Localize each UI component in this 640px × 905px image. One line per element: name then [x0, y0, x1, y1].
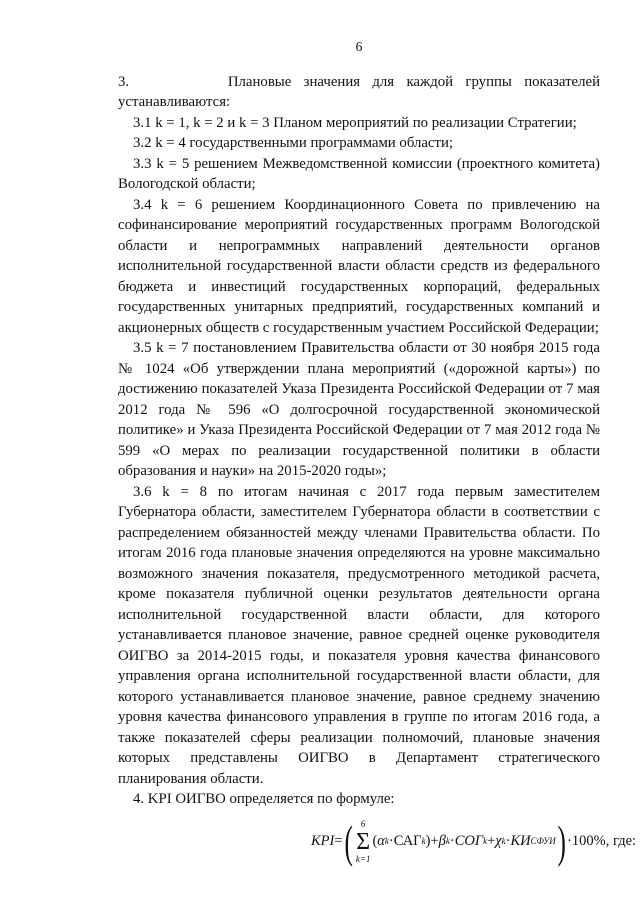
paragraph-3-1: 3.1 k = 1, k = 2 и k = 3 Планом мероприятий по реализации Стратегии; [133, 114, 577, 131]
paragraph-3-3: 3.3 k = 5 решением Межведомственной комиссии (проектного комитета) Вологодской области; [118, 155, 600, 192]
formula-tail: , где: [605, 833, 637, 850]
sum-sign: 6 Σ k=1 [355, 818, 371, 864]
paragraph-3-2: 3.2 k = 4 государственными программами области; [133, 135, 453, 151]
paragraph-3-6: 3.6 k = 8 по итогам начиная с 2017 года первым заместителем Губернатора области, заместителем Губернатора области в соответствии с распределением обязанностей между членами Правительства области. По итогам 2016 года плановые значения определяются на уровне максимально возможного значения показателя, предусмотренного методикой расчета, кроме показателя публичной оценки результатов деятельности органа исполнительной государственной власти области, для которого устанавливается плановое значение, равное средней оценке руководителя ОИГВО за 2014-2015 годы, и показателя уровня качества финансового управления органа исполнительной государственной власти области, для которого устанавливается плановое значение, равное среднему значению уровня качества финансового управления в группе по итогам 2016 года, а также показателей сферы реализации полномочий, плановые значения которых представлены ОИГВО в Департамент стратегического планирования области. [118, 483, 600, 787]
page-number: 6 [355, 39, 363, 54]
formula-chi: χ [495, 833, 502, 850]
formula-ki: КИ [510, 833, 531, 850]
paragraph-3-5: 3.5 k = 7 постановлением Правительства области от 30 ноября 2015 года № 1024 «Об утверждении плана мероприятий («дорожной карты») по достижению показателей Указа Президента Российской Федерации от 7 мая 2012 года № 596 «О долгосрочной государственной экономической политике» и Указа Президента Российской Федерации от 7 мая 2012 года № 599 «О мерах по реализации государственной политики в области образования и науки» на 2015-2020 годы»; [118, 340, 600, 479]
formula-beta: β [438, 833, 446, 850]
formula-percent: 100% [571, 833, 606, 850]
formula-alpha: α [377, 833, 385, 850]
paragraph-3-4: 3.4 k = 6 решением Координационного Совета по привлечению на софинансирование мероприятий государственных программ Вологодской области и непрограммных направлений деятельности органов исполнительной государственной власти области средств из федерального бюджета и инвестиций государственных корпораций, федеральных государственных унитарных предприятий, государственных компаний и акционерных обществ с государственным участием Российской Федерации; [118, 196, 600, 336]
formula-sog: СОГ [454, 833, 484, 850]
sum-upper-limit: 6 [360, 818, 366, 829]
formula-lhs: KPI [311, 833, 335, 850]
formula-ki-sub: СФУИ [530, 836, 556, 847]
sum-lower-limit: k=1 [355, 853, 371, 864]
kpi-formula: KPI = ( 6 Σ k=1 ( α k · САГ k ) + β k · СОГ k + χ k · КИ СФУИ ) · 100% , где: [311, 815, 637, 867]
paragraph-4: 4. KPI ОИГВО определяется по формуле: [133, 791, 395, 807]
formula-sag: САГ [393, 833, 422, 850]
formula-close-paren: ) [557, 815, 566, 867]
paragraph-3: 3. Плановые значения для каждой группы показателей устанавливаются: [118, 73, 600, 110]
formula-open-paren: ( [343, 815, 353, 867]
